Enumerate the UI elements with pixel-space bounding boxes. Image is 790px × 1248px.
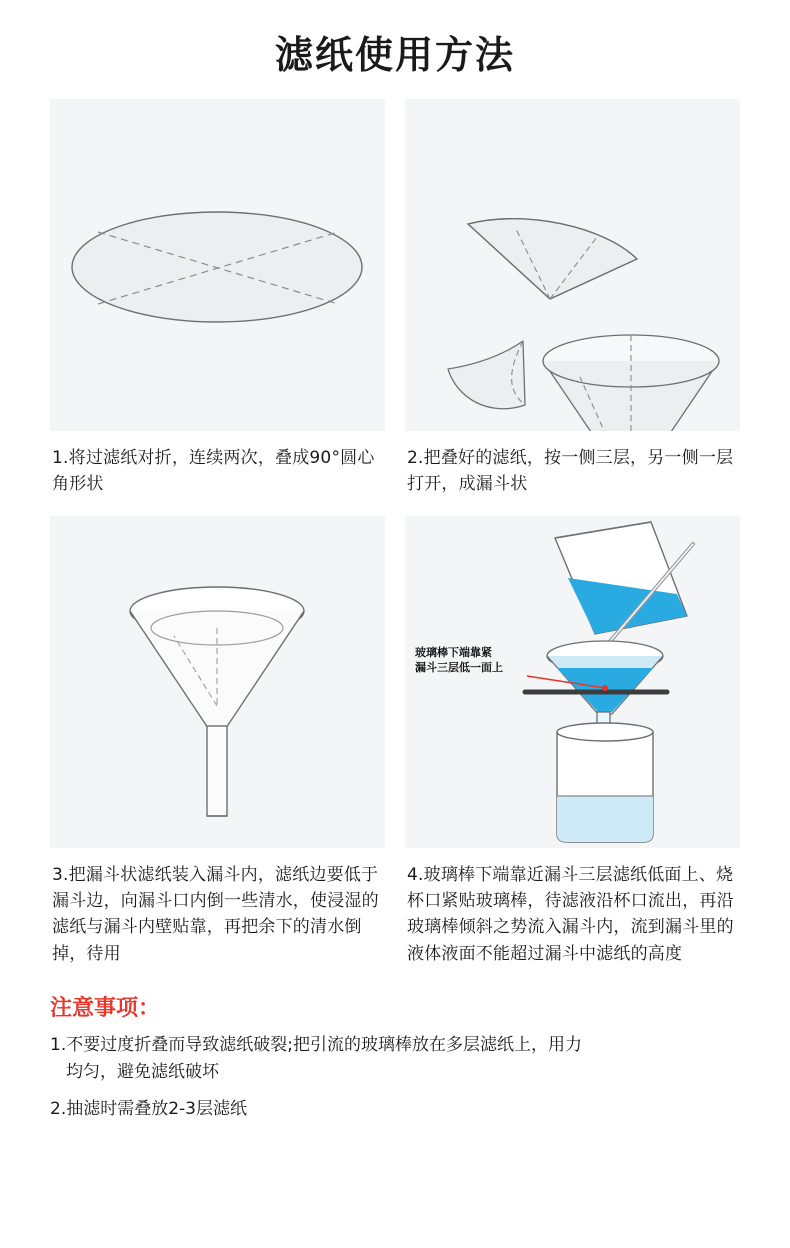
notes-heading: 注意事项： <box>50 996 161 1022</box>
annotation-line-2: 漏斗三层低一面上 <box>415 660 503 674</box>
step-4-caption: 4.玻璃棒下端靠近漏斗三层滤纸低面上、烧杯口紧贴玻璃棒，待滤液沿杯口流出，再沿玻璃棒倾斜之势流入漏斗内，流到漏斗里的液体液面不能超过漏斗中滤纸的高度 <box>407 864 734 964</box>
step-1 <box>50 99 385 516</box>
step-3 <box>50 516 385 985</box>
note-item <box>50 1032 740 1096</box>
step-4 <box>405 516 740 985</box>
note-1-line-2: 均匀，避免滤纸破坏 <box>66 1062 219 1083</box>
cone-forming-figure <box>405 99 740 431</box>
step-2-caption: 2.把叠好的滤纸，按一侧三层，另一侧一层打开，成漏斗状 <box>407 448 734 495</box>
page-title: 滤纸使用方法 <box>274 33 515 77</box>
filter-paper-folded-circle-figure <box>50 99 385 431</box>
step-1-caption: 1.将过滤纸对折，连续两次，叠成90°圆心角形状 <box>52 448 375 495</box>
step-2 <box>405 99 740 516</box>
note-1-line-1: 1.不要过度折叠而导致滤纸破裂;把引流的玻璃棒放在多层滤纸上，用力 <box>50 1035 582 1056</box>
step-3-caption: 3.把漏斗状滤纸装入漏斗内，滤纸边要低于漏斗边，向漏斗口内倒一些清水，使浸湿的滤纸与漏斗内壁贴靠，再把余下的清水倒掉，待用 <box>52 864 379 964</box>
funnel-with-paper-figure <box>50 516 385 848</box>
annotation-line-1: 玻璃棒下端靠紧 <box>415 645 492 659</box>
note-2-line-1: 2.抽滤时需叠放2-3层滤纸 <box>50 1099 247 1120</box>
note-item <box>50 1096 740 1133</box>
filtration-setup-figure <box>405 516 740 848</box>
steps-grid <box>50 99 740 985</box>
